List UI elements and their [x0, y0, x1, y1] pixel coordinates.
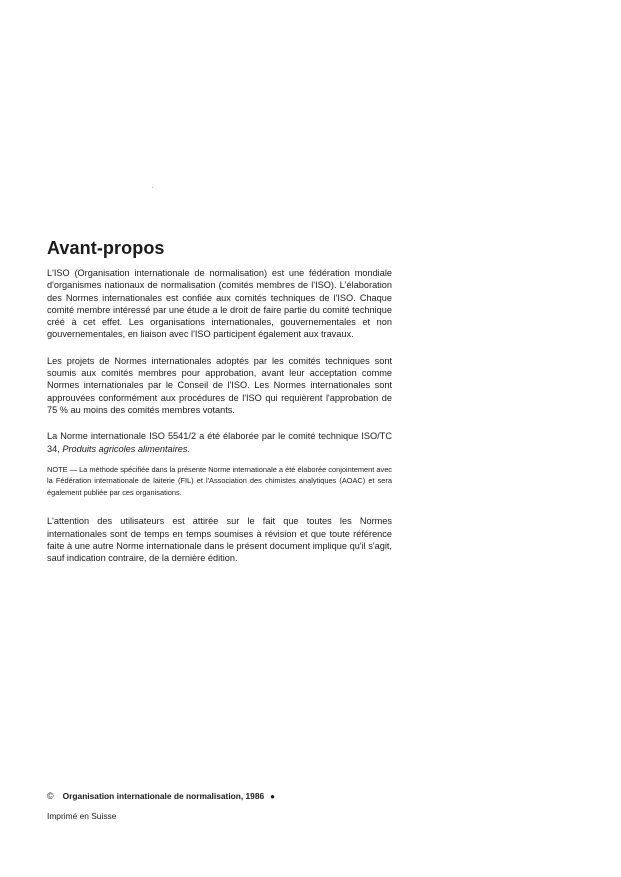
paragraph-standard-origin: [47, 430, 392, 455]
copyright-line: [47, 791, 275, 801]
committee-name: Produits agricoles alimentaires.: [62, 443, 191, 454]
bullet-icon: ●: [270, 792, 275, 801]
standard-origin-text: La Norme internationale ISO 5541/2 a été élaborée par le comité technique ISO/TC 34,: [47, 431, 392, 454]
copyright-icon: ©: [47, 791, 54, 801]
note-paragraph: NOTE — La méthode spécifiée dans la présente Norme internationale a été élaborée conjointement avec la Fédération internationale de laiterie (FIL) et l'Association des chimistes analytiques (AOAC) et sera également publiée par ces organisations.: [47, 464, 392, 497]
paragraph-draft-approval: Les projets de Normes internationales adoptés par les comités techniques sont soumis aux comités membres pour approbation, avant leur acceptation comme Normes internationales par le Conseil de l'ISO. Les Normes internationales sont approuvées conformément aux procédures de l'ISO qui requièrent l'approbation de 75 % au moins des comités membres votants.: [47, 355, 392, 415]
paragraph-revision-notice: L'attention des utilisateurs est attirée sur le fait que toutes les Normes internationales sont de temps en temps soumises à révision et que toute référence faite à une autre Norme internationale dans le présent document implique qu'il s'agit, sauf indication contraire, de la dernière édition.: [47, 516, 392, 564]
foreword-body: [47, 267, 392, 565]
printed-in: Imprimé en Suisse: [47, 811, 117, 821]
paragraph-iso-intro: L'ISO (Organisation internationale de normalisation) est une fédération mondiale d'organismes nationaux de normalisation (comités membres de l'ISO). L'élaboration des Normes internationales est confiée aux comités techniques de l'ISO. Chaque comité membre intéressé par une étude a le droit de faire partie du comité technique créé à cet effet. Les organisations internationales, gouvernementales et non gouvernementales, en liaison avec l'ISO participent également aux travaux.: [47, 268, 392, 340]
copyright-text: Organisation internationale de normalisation, 1986: [62, 791, 265, 801]
scan-speck: [152, 187, 153, 188]
page-title: Avant-propos: [47, 238, 165, 258]
